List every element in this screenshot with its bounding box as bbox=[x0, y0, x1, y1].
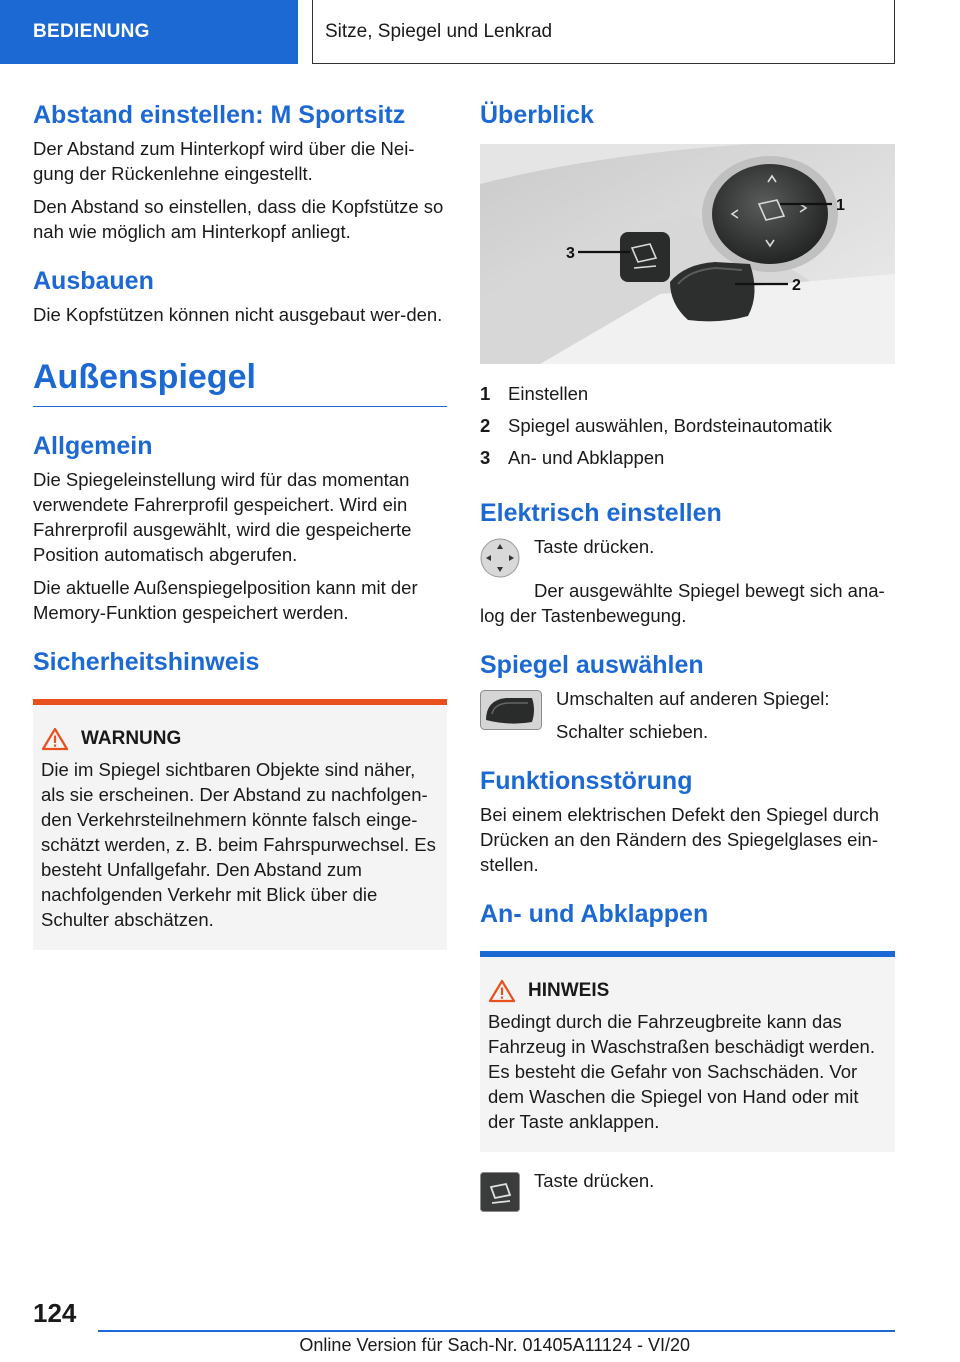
warning-triangle-icon bbox=[488, 979, 516, 1003]
page-number: 124 bbox=[33, 1298, 77, 1328]
malfunction-heading: Funktionsstörung bbox=[480, 767, 693, 795]
warning-label: WARNUNG bbox=[81, 727, 182, 749]
electric-paragraph-1: Taste drücken. bbox=[534, 536, 655, 557]
legend-item bbox=[480, 442, 895, 474]
general-heading: Allgemein bbox=[33, 431, 153, 460]
mirror-controls-illustration bbox=[480, 144, 895, 364]
remove-heading: Ausbauen bbox=[33, 267, 154, 295]
header-section-tab bbox=[0, 0, 298, 64]
distance-paragraph-2: Den Abstand so einstellen, dass die Kopfstütze so nah wie möglich am Hinterkopf anliegt. bbox=[33, 196, 444, 242]
footer-rule bbox=[98, 1330, 895, 1332]
legend-text: An- und Abklappen bbox=[508, 447, 665, 468]
figure-legend bbox=[480, 378, 895, 474]
online-version-footer: Online Version für Sach-Nr. 01405A11124 - VI/20 bbox=[299, 1335, 690, 1355]
header-chapter-label: Sitze, Spiegel und Lenkrad bbox=[325, 20, 553, 42]
distance-heading: Abstand einstellen: M Sportsitz bbox=[33, 101, 406, 129]
mirror-select-switch-icon bbox=[480, 690, 542, 730]
legend-number: 3 bbox=[480, 447, 491, 468]
legend-item bbox=[480, 378, 895, 410]
legend-text: Spiegel auswählen, Bordsteinautomatik bbox=[508, 415, 832, 436]
callout-2: 2 bbox=[792, 277, 801, 294]
safety-heading: Sicherheitshinweis bbox=[33, 647, 260, 676]
select-heading: Spiegel auswählen bbox=[480, 651, 704, 679]
right-column bbox=[480, 100, 895, 1212]
note-label: HINWEIS bbox=[528, 980, 610, 1001]
legend-text: Einstellen bbox=[508, 383, 589, 404]
callout-3: 3 bbox=[566, 245, 575, 262]
warning-text: Die im Spiegel sichtbaren Objekte sind näher, als sie erscheinen. Der Abstand zu nachfolgen-den Verkehrsteilnehmern könnte falsch einge-schätzt werden, z. B. beim Fahrspurwechsel. Es besteht Unfallgefahr. Den Abstand zum nachfolgenden Verkehr mit Blick über die Schulter abschätzen. bbox=[41, 758, 436, 930]
legend-number: 1 bbox=[480, 383, 491, 404]
select-paragraph-2: Schalter schieben. bbox=[556, 721, 709, 742]
distance-paragraph-1: Der Abstand zum Hinterkopf wird über die Nei-gung der Rückenlehne eingestellt. bbox=[33, 138, 415, 184]
warning-box bbox=[33, 699, 447, 950]
select-paragraph-1: Umschalten auf anderen Spiegel: bbox=[556, 688, 830, 709]
remove-paragraph: Die Kopfstützen können nicht ausgebaut wer-den. bbox=[33, 304, 443, 325]
warning-triangle-icon bbox=[41, 727, 69, 751]
chapter-title: Außenspiegel bbox=[33, 357, 447, 407]
header-section-label: BEDIENUNG bbox=[33, 21, 150, 42]
electric-paragraph-2: Der ausgewählte Spiegel bewegt sich ana-log der Tastenbewegung. bbox=[480, 580, 885, 626]
header-chapter-box bbox=[312, 0, 895, 64]
mirror-adjust-icon bbox=[480, 538, 520, 578]
note-box bbox=[480, 951, 895, 1152]
mirror-fold-icon bbox=[480, 1172, 520, 1212]
mirror-controls-figure bbox=[480, 144, 895, 364]
legend-number: 2 bbox=[480, 415, 491, 436]
electric-heading: Elektrisch einstellen bbox=[480, 499, 722, 527]
general-paragraph-1: Die Spiegeleinstellung wird für das momentan verwendete Fahrerprofil gespeichert. Wird ein Fahrerprofil ausgewählt, wird die gespeicherte Position automatisch abgerufen. bbox=[33, 468, 412, 565]
fold-heading: An- und Abklappen bbox=[480, 900, 709, 928]
fold-paragraph: Taste drücken. bbox=[534, 1170, 655, 1191]
left-column bbox=[33, 100, 447, 950]
callout-1: 1 bbox=[836, 197, 845, 214]
overview-heading: Überblick bbox=[480, 101, 594, 129]
legend-item bbox=[480, 410, 895, 442]
note-text: Bedingt durch die Fahrzeugbreite kann das Fahrzeug in Waschstraßen beschädigt werden. Es besteht die Gefahr von Sachschäden. Vor dem Waschen die Spiegel von Hand oder mit der Taste anklappen. bbox=[488, 1011, 875, 1132]
general-paragraph-2: Die aktuelle Außenspiegelposition kann mit der Memory-Funktion gespeichert werden. bbox=[33, 576, 418, 623]
malfunction-paragraph: Bei einem elektrischen Defekt den Spiegel durch Drücken an den Rändern des Spiegelglases ein-stellen. bbox=[480, 804, 880, 875]
